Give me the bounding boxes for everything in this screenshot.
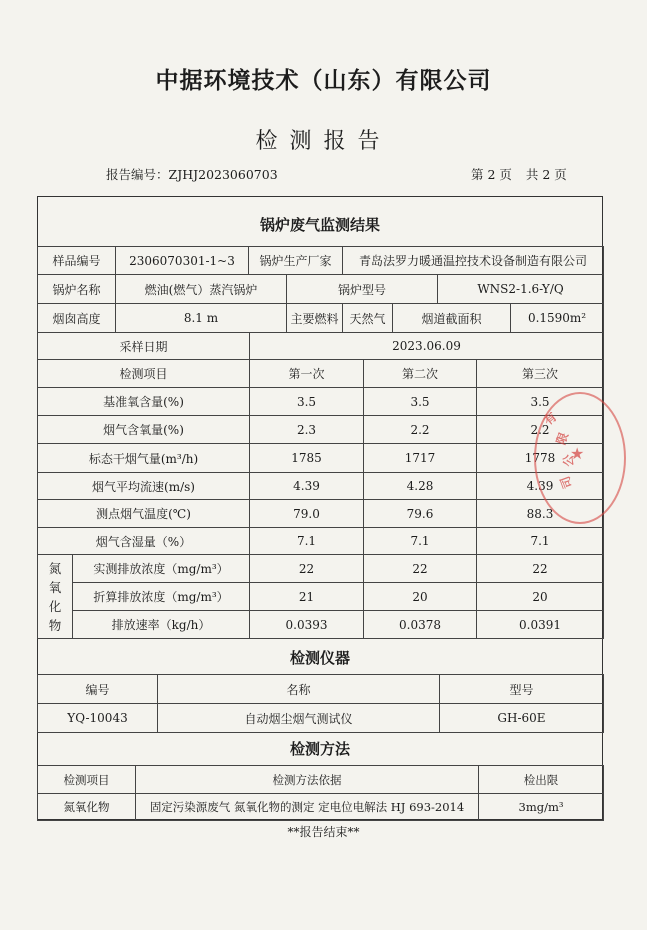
table-row — [38, 360, 604, 388]
table-row — [38, 416, 604, 444]
row-label: 折算排放浓度（mg/m³） — [73, 583, 250, 611]
manufacturer: 青岛法罗力暖通温控技术设备制造有限公司 — [343, 247, 604, 275]
instrument-section-title: 检测仪器 — [289, 649, 350, 667]
nox-label-text: 氮氧化物 — [48, 560, 62, 633]
method-header: 检测方法依据 — [136, 766, 479, 794]
table-row — [38, 583, 604, 611]
table-row — [38, 766, 604, 794]
report-number-label: 报告编号： — [106, 167, 169, 182]
chimney-height: 8.1 m — [116, 304, 287, 333]
item-header: 检测项目 — [38, 360, 250, 388]
page-current: 第 2 页 — [471, 167, 512, 182]
instrument-model: GH-60E — [440, 704, 604, 733]
boiler-name-label: 锅炉名称 — [38, 275, 116, 304]
results-section-title: 锅炉废气监测结果 — [259, 216, 380, 234]
cell-value: 22 — [364, 555, 477, 583]
run-header: 第二次 — [364, 360, 477, 388]
cell-value: 0.0391 — [477, 611, 604, 639]
cell-value: 3.5 — [250, 388, 364, 416]
run-header: 第一次 — [250, 360, 364, 388]
cell-value: 21 — [250, 583, 364, 611]
cell-value: 1778 — [477, 444, 604, 473]
method-table — [37, 765, 604, 821]
cell-value: 3.5 — [477, 388, 604, 416]
cell-value: 4.28 — [364, 473, 477, 500]
fuel: 天然气 — [343, 304, 393, 333]
cell-value: 79.0 — [250, 500, 364, 528]
cell-value: 4.39 — [250, 473, 364, 500]
instrument-header: 编号 — [38, 675, 158, 704]
row-label: 烟气平均流速(m/s) — [38, 473, 250, 500]
table-row — [38, 388, 604, 416]
cell-value: 2.3 — [250, 416, 364, 444]
method-basis: 固定污染源废气 氮氧化物的测定 定电位电解法 HJ 693-2014 — [136, 794, 479, 821]
report-number — [106, 165, 278, 183]
cell-value: 4.39 — [477, 473, 604, 500]
cell-value: 7.1 — [364, 528, 477, 555]
company-name: 中据环境技术（山东）有限公司 — [155, 68, 492, 94]
instrument-name: 自动烟尘烟气测试仪 — [158, 704, 440, 733]
table-row — [38, 500, 604, 528]
page-total: 共 2 页 — [525, 167, 567, 182]
table-row — [38, 611, 604, 639]
measurements-table — [37, 332, 604, 639]
sample-no: 2306070301-1~3 — [116, 247, 249, 275]
method-header: 检出限 — [479, 766, 604, 794]
cell-value: 88.3 — [477, 500, 604, 528]
instrument-header: 名称 — [158, 675, 440, 704]
manufacturer-label: 锅炉生产厂家 — [249, 247, 343, 275]
boiler-model-label: 锅炉型号 — [287, 275, 438, 304]
table-row — [38, 304, 604, 333]
cell-value: 22 — [477, 555, 604, 583]
method-header: 检测项目 — [38, 766, 136, 794]
cell-value: 20 — [364, 583, 477, 611]
row-label: 标态干烟气量(m³/h) — [38, 444, 250, 473]
cell-value: 2.2 — [364, 416, 477, 444]
boiler-name: 燃油(燃气）蒸汽锅炉 — [116, 275, 287, 304]
detection-limit: 3mg/m³ — [479, 794, 604, 821]
table-row — [38, 528, 604, 555]
cell-value: 7.1 — [477, 528, 604, 555]
cell-value: 20 — [477, 583, 604, 611]
report-number-value: ZJHJ2023060703 — [168, 167, 278, 182]
method-item: 氮氧化物 — [38, 794, 136, 821]
cell-value: 2.2 — [477, 416, 604, 444]
seal-star-icon: ★ — [570, 444, 585, 463]
page-info — [471, 165, 581, 183]
report-title: 检测报告 — [255, 129, 392, 154]
cell-value: 3.5 — [364, 388, 477, 416]
table-row — [38, 704, 604, 733]
company-seal-stamp: 有 限 公 司 ★ — [534, 392, 626, 524]
table-row — [38, 275, 604, 304]
flue-area-label: 烟道截面积 — [393, 304, 511, 333]
chimney-height-label: 烟囱高度 — [38, 304, 116, 333]
table-row — [38, 333, 604, 360]
cell-value: 0.0378 — [364, 611, 477, 639]
sample-no-label: 样品编号 — [38, 247, 116, 275]
row-label: 排放速率（kg/h） — [73, 611, 250, 639]
row-label: 烟气含湿量（%） — [38, 528, 250, 555]
cell-value: 0.0393 — [250, 611, 364, 639]
sampling-date: 2023.06.09 — [250, 333, 604, 360]
table-row — [38, 473, 604, 500]
cell-value: 79.6 — [364, 500, 477, 528]
table-row — [38, 247, 604, 275]
flue-area: 0.1590m² — [511, 304, 604, 333]
date-label: 采样日期 — [38, 333, 250, 360]
results-table — [37, 246, 604, 333]
instrument-table — [37, 674, 604, 733]
nox-label — [38, 555, 73, 639]
table-row — [38, 794, 604, 821]
instrument-header: 型号 — [440, 675, 604, 704]
row-label: 基准氧含量(%) — [38, 388, 250, 416]
method-section-title: 检测方法 — [289, 740, 350, 758]
cell-value: 7.1 — [250, 528, 364, 555]
boiler-model: WNS2-1.6-Y/Q — [438, 275, 604, 304]
cell-value: 1785 — [250, 444, 364, 473]
report-end: **报告结束** — [287, 825, 360, 839]
run-header: 第三次 — [477, 360, 604, 388]
table-row — [38, 444, 604, 473]
cell-value: 22 — [250, 555, 364, 583]
instrument-id: YQ-10043 — [38, 704, 158, 733]
row-label: 实测排放浓度（mg/m³） — [73, 555, 250, 583]
table-row — [38, 675, 604, 704]
fuel-label: 主要燃料 — [287, 304, 343, 333]
row-label: 烟气含氧量(%) — [38, 416, 250, 444]
row-label: 测点烟气温度(℃) — [38, 500, 250, 528]
cell-value: 1717 — [364, 444, 477, 473]
table-row — [38, 555, 604, 583]
